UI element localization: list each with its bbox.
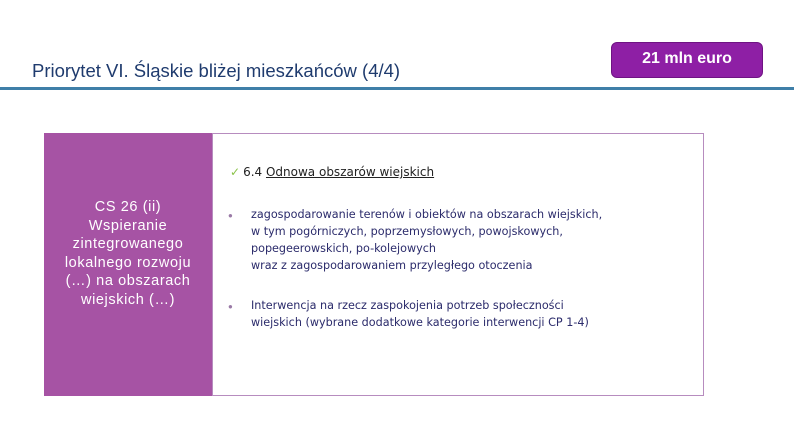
action-title: Odnowa obszarów wiejskich	[265, 165, 435, 179]
budget-badge: 21 mln euro	[611, 42, 763, 78]
objective-line: Wspieranie	[88, 217, 168, 234]
objective-line: zintegrowanego	[72, 236, 184, 252]
bullet-icon: ●	[228, 302, 233, 311]
action-number: 6.4	[243, 165, 263, 179]
page-title: Priorytet VI. Śląskie bliżej mieszkańców (4/4)	[32, 60, 401, 81]
checkmark-icon: ✓	[230, 165, 241, 179]
bullet-icon: ●	[228, 211, 233, 220]
objective-line: CS 26 (ii)	[94, 199, 162, 215]
list-item	[251, 297, 691, 331]
objective-line: lokalnego rozwoju	[64, 254, 192, 271]
list-item-line: wraz z zagospodarowaniem przyległego otoczenia	[251, 259, 533, 272]
action-subheading	[230, 165, 434, 179]
list-item-line: zagospodarowanie terenów i obiektów na obszarach wiejskich,	[251, 208, 603, 221]
list-item-line: w tym pogórniczych, poprzemysłowych, powojskowych,	[251, 225, 563, 238]
header-divider	[0, 87, 794, 90]
objective-text	[44, 198, 212, 309]
list-item-line: Interwencja na rzecz zaspokojenia potrzeb społeczności	[251, 299, 564, 312]
list-item-line: wiejskich (wybrane dodatkowe kategorie interwencji CP 1-4)	[251, 316, 589, 329]
objective-line: (…) na obszarach	[65, 273, 191, 289]
objective-line: wiejskich (…)	[81, 291, 175, 308]
list-item	[251, 206, 691, 274]
list-item-line: popegeerowskich, po-kolejowych	[251, 242, 436, 255]
